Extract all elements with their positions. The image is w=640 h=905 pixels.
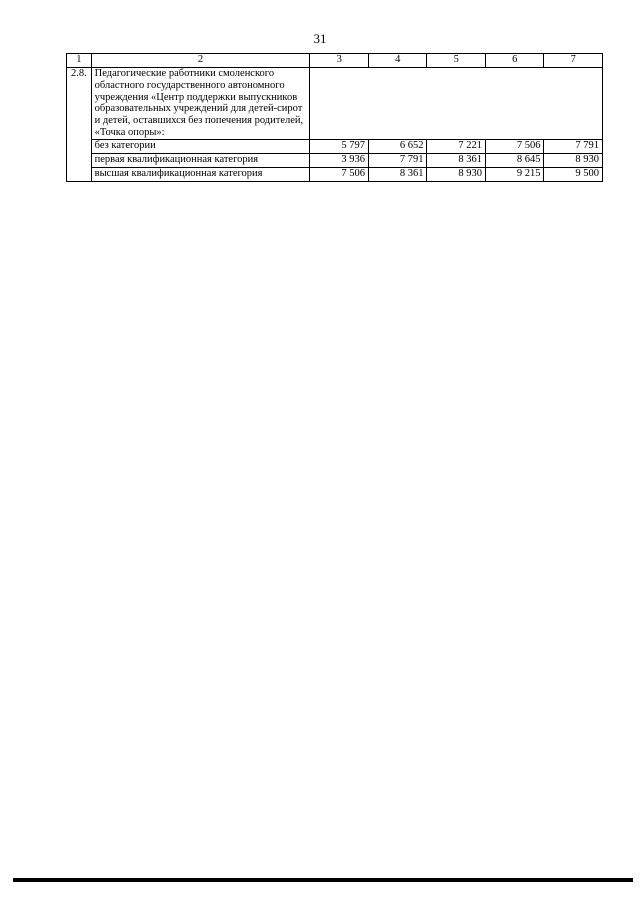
value-cell: 8 361 xyxy=(427,153,486,167)
header-cell: 7 xyxy=(544,54,603,68)
value-cell: 8 645 xyxy=(485,153,544,167)
value-cell: 7 221 xyxy=(427,139,486,153)
table-row xyxy=(67,68,603,140)
value-cell: 9 215 xyxy=(485,167,544,181)
empty-value-cell xyxy=(310,68,603,140)
value-cell: 7 506 xyxy=(485,139,544,153)
table-row xyxy=(67,139,603,153)
header-cell: 6 xyxy=(485,54,544,68)
table-row xyxy=(67,167,603,181)
header-cell: 5 xyxy=(427,54,486,68)
value-cell: 7 791 xyxy=(544,139,603,153)
page-number: 31 xyxy=(313,31,327,46)
group-title: Педагогические работники смоленского областного государственного автономного учреждения «Центр поддержки выпускников образовательных учреждений для детей-сирот и детей, оставшихся без попечения родителей, «Точка опоры»: xyxy=(91,68,310,140)
salary-table xyxy=(66,53,603,182)
row-number: 2.8. xyxy=(67,68,92,182)
category-label: первая квалификационная категория xyxy=(91,153,310,167)
table-row xyxy=(67,153,603,167)
value-cell: 8 930 xyxy=(427,167,486,181)
header-cell: 2 xyxy=(91,54,310,68)
header-cell: 1 xyxy=(67,54,92,68)
table-header-row xyxy=(67,54,603,68)
category-label: без категории xyxy=(91,139,310,153)
value-cell: 7 506 xyxy=(310,167,369,181)
value-cell: 9 500 xyxy=(544,167,603,181)
value-cell: 6 652 xyxy=(368,139,427,153)
value-cell: 3 936 xyxy=(310,153,369,167)
category-label: высшая квалификационная категория xyxy=(91,167,310,181)
value-cell: 7 791 xyxy=(368,153,427,167)
header-cell: 3 xyxy=(310,54,369,68)
value-cell: 8 930 xyxy=(544,153,603,167)
header-cell: 4 xyxy=(368,54,427,68)
value-cell: 8 361 xyxy=(368,167,427,181)
bottom-rule xyxy=(13,878,633,882)
value-cell: 5 797 xyxy=(310,139,369,153)
